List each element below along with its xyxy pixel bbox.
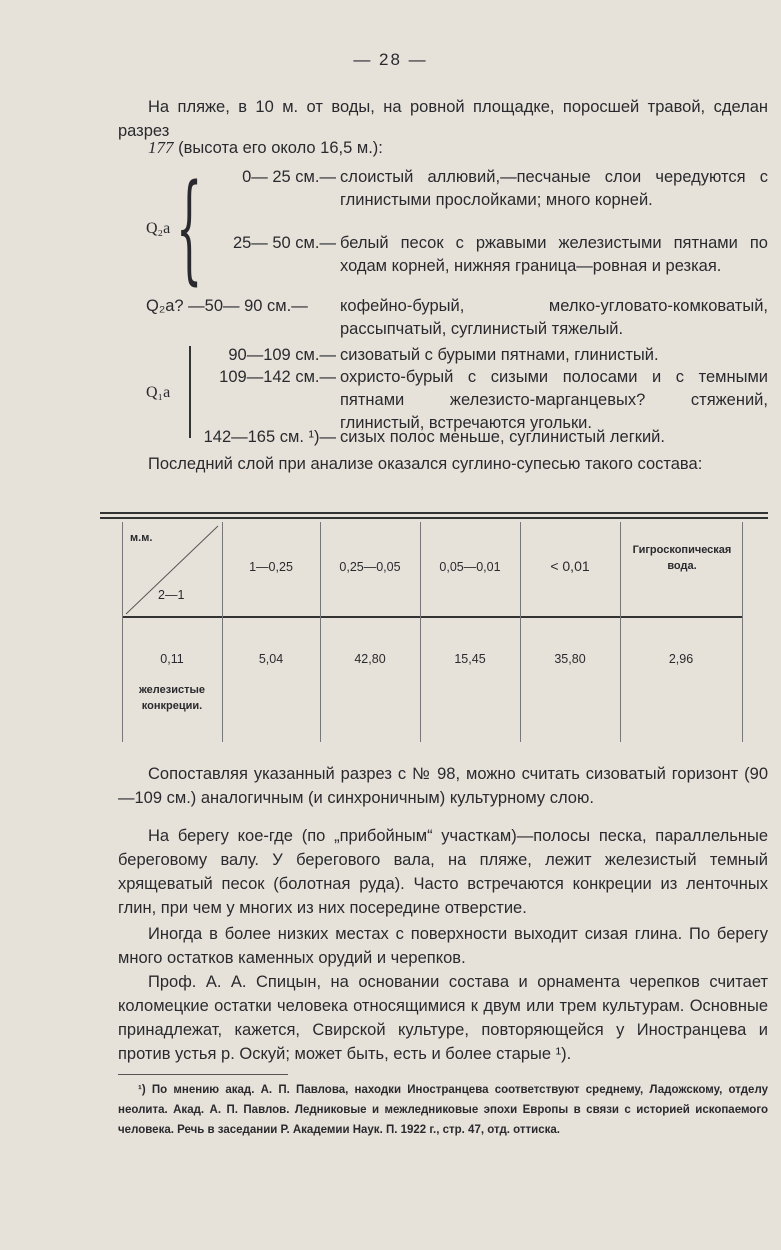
footnote: ¹) По мнению акад. А. П. Павлова, находки Иностранцева соответствуют среднему, Ладожскому, отделу неолита. Акад. А. П. Павлов. Ледниковые и межледниковые эпохи Европы в связи с историей ископаемого человека. Речь в заседании Р. Академии Наук. П. 1922 г., стр. 47, отд. оттиска. [118, 1084, 768, 1136]
section-number: 177 [148, 138, 174, 157]
column-divider [222, 522, 223, 742]
granulometry-table [100, 512, 768, 744]
header-cell: Гигроскопическая вода. [632, 544, 732, 572]
column-divider [742, 522, 743, 742]
layer-depth: 109—142 см.— [219, 368, 336, 386]
table-top-rule [100, 517, 768, 519]
column-divider [420, 522, 421, 742]
column-divider [620, 522, 621, 742]
horizon-label-q2a-question: Q₂a? —50— 90 см.— [146, 297, 308, 315]
value-cell: 2,96 [668, 652, 694, 666]
corner-bottom-label: 2—1 [158, 588, 185, 602]
layer-description: белый песок с ржавыми железистыми пятнами по ходам корней, нижняя граница—ровная и резкая. [340, 234, 768, 275]
value-cell: 15,45 [454, 652, 486, 666]
corner-top-label: м.м. [130, 532, 153, 544]
layer-depth: 142—165 см. ¹)— [203, 428, 336, 446]
page-number: — 28 — [353, 50, 428, 69]
layer-depth: 25— 50 см.— [232, 234, 336, 252]
body-paragraph: Иногда в более низких местах с поверхности выходит сизая глина. По берегу много остатков каменных орудий и черепков. [118, 925, 768, 967]
layer-description: охристо-бурый с сизыми полосами и с темными пятнами железисто-марганцевых? стяжений, глинистый, встречаются угольки. [340, 368, 768, 432]
body-paragraph: На берегу кое-где (по „прибойным“ участкам)—полосы песка, параллельные береговому валу. У берегового вала, на пляже, лежит железистый темный хрящеватый песок (болотная руда). Часто встречаются конкреции из ленточных глин, при чем у многих из них посередине отверстие. [118, 827, 768, 917]
intro-paragraph: На пляже, в 10 м. от воды, на ровной площадке, поросшей травой, сделан разрез [118, 98, 768, 140]
header-cell: 0,25—0,05 [339, 560, 401, 574]
horizon-label-q2a: Q₂a [146, 220, 171, 237]
value-note: железистые конкреции. [139, 684, 205, 712]
table-header-rule [122, 616, 742, 618]
column-divider [320, 522, 321, 742]
value-cell: 0,11 [160, 652, 184, 666]
header-cell: 1—0,25 [249, 560, 293, 574]
value-cell: 5,04 [258, 652, 284, 666]
layer-description: сизых полос меньше, суглинистый легкий. [340, 428, 665, 446]
analysis-intro: Последний слой при анализе оказался суглино-супесью такого состава: [148, 455, 703, 473]
layer-description: слоистый аллювий,—песчаные слои чередуются с глинистыми прослойками; много корней. [340, 168, 768, 209]
layer-description: кофейно-бурый, мелко-угловато-комковатый, рассыпчатый, суглинистый тяжелый. [340, 297, 768, 338]
header-cell: < 0,01 [550, 558, 590, 574]
table-top-rule [100, 512, 768, 514]
body-paragraph: Сопоставляя указанный разрез с № 98, можно считать сизоватый горизонт (90—109 см.) аналогичным (и синхроничным) культурному слою. [118, 765, 768, 807]
layer-depth: 0— 25 см.— [242, 168, 336, 186]
section-height: (высота его около 16,5 м.): [178, 139, 383, 157]
body-paragraph: Проф. А. А. Спицын, на основании состава и орнамента черепков считает коломецкие остатки человека относящимися к двум или трем культурам. Основные принадлежат, кажется, Свирской культуре, повторяющейся у Иностранцева и против устья р. Оскуй; может быть, есть и более старые ¹). [118, 973, 768, 1063]
header-cell: 0,05—0,01 [439, 560, 501, 574]
value-cell: 35,80 [554, 652, 586, 666]
layer-description: сизоватый с бурыми пятнами, глинистый. [340, 346, 659, 364]
brace-q2a: { [176, 158, 203, 296]
footnote-rule [118, 1074, 288, 1075]
horizon-label-q1a: Q₁a [146, 384, 171, 401]
value-cell: 42,80 [354, 652, 386, 666]
column-divider [520, 522, 521, 742]
layer-depth: 90—109 см.— [228, 346, 336, 364]
section-caption [148, 138, 383, 158]
